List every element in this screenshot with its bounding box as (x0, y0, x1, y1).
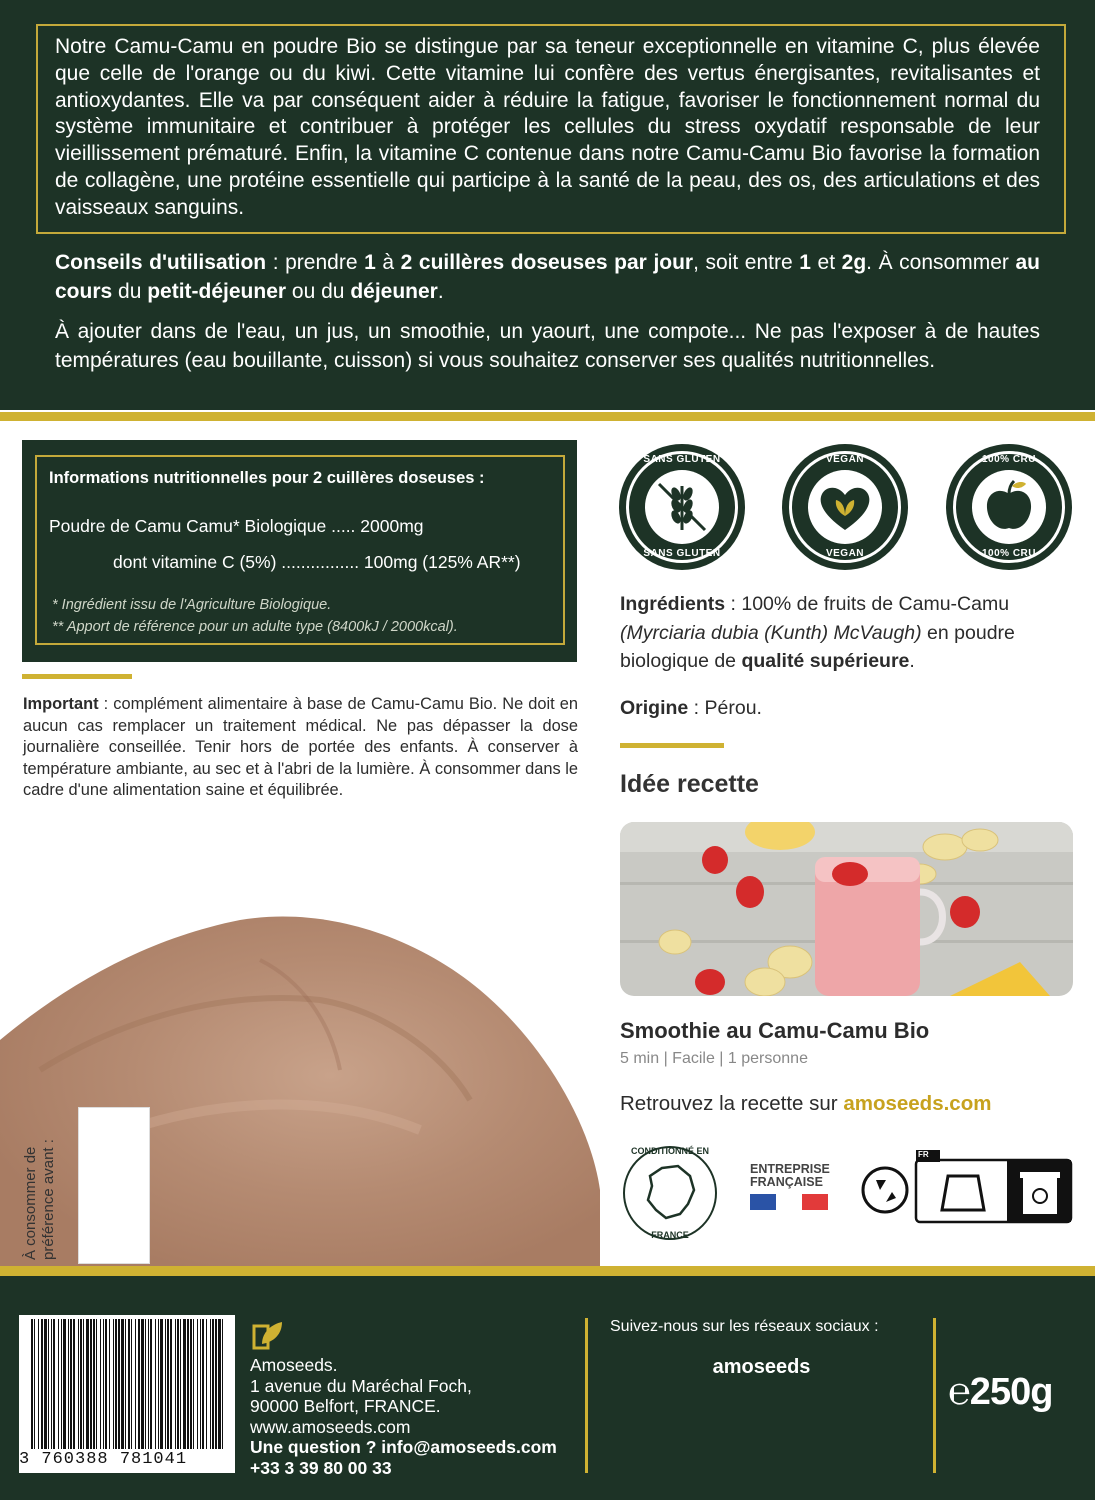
barcode-bar (63, 1319, 66, 1449)
barcode-bar (170, 1319, 172, 1449)
barcode-bar (212, 1319, 214, 1449)
wheat-crossed-icon (645, 470, 719, 544)
barcode-bar (121, 1319, 124, 1449)
barcode-bar (105, 1319, 107, 1449)
address-line: 1 avenue du Maréchal Foch, (250, 1375, 472, 1396)
barcode-bar (125, 1319, 126, 1449)
barcode-bar (73, 1319, 75, 1449)
recipe-title: Smoothie au Camu-Camu Bio (620, 1018, 930, 1043)
barcode-bar (58, 1319, 59, 1449)
barcode-bar (44, 1319, 47, 1449)
ingredients-quality: qualité supérieure (741, 650, 910, 672)
barcode-bar (155, 1319, 156, 1449)
important-label: Important (23, 695, 99, 713)
barcode-bar (180, 1319, 181, 1449)
barcode-bar (131, 1319, 132, 1449)
usage-text: à (375, 251, 401, 274)
badge-label: 100% CRU (981, 454, 1037, 465)
nutrition-row-powder: Poudre de Camu Camu* Biologique ..... 2000mg (49, 516, 424, 536)
barcode-bar (160, 1319, 163, 1449)
origin-value: : Pérou. (688, 697, 762, 719)
recycle-country-code: FR (918, 1150, 929, 1159)
usage-text: du (112, 279, 148, 303)
barcode-bar (150, 1319, 152, 1449)
social-handle[interactable]: amoseeds (712, 1356, 811, 1378)
usage-strong: 2 cuillères doseuses par jour (400, 251, 694, 274)
barcode-bar (128, 1319, 130, 1449)
footer-separator (585, 1318, 588, 1473)
company-address (250, 1355, 557, 1478)
barcode-bar (38, 1319, 39, 1449)
barcode-bar (190, 1319, 192, 1449)
barcode-bar (138, 1319, 140, 1449)
barcode-bar (206, 1319, 207, 1449)
nutrition-footnote-organic: * Ingrédient issu de l'Agriculture Biologique. (52, 597, 332, 613)
ingredients-latin-name: (Myrciaria dubia (Kunth) McVaugh) (620, 621, 922, 644)
barcode-bar (141, 1319, 144, 1449)
barcode-bar (165, 1319, 166, 1449)
barcode-bar (200, 1319, 201, 1449)
french-flag-icon (750, 1194, 830, 1213)
packaged-in-france-logo (620, 1138, 720, 1248)
barcode-bar (158, 1319, 159, 1449)
important-text: : complément alimentaire à base de Camu-Camu Bio. Ne doit en aucun cas remplacer un traitement médical. Ne pas dépasser la dose journalière conseillée. Tenir hors de portée des enfants. À conserver à température ambiante, au sec et à l'abri de la lumière. À consommer dans le cadre d'une alimentation saine et équilibrée. (23, 695, 578, 800)
france-logo-bottom-text: FRANCE (651, 1230, 689, 1240)
nutrition-title: Informations nutritionnelles pour 2 cuillères doseuses : (49, 469, 485, 487)
barcode-bar (175, 1319, 176, 1449)
gold-accent-bar (620, 743, 724, 748)
recipe-link-text: Retrouvez la recette sur (620, 1092, 844, 1115)
recipe-link-line (620, 1092, 991, 1116)
usage-strong: déjeuner (350, 279, 438, 303)
barcode-bar (193, 1319, 194, 1449)
barcode-bar (135, 1319, 136, 1449)
barcode-bar (51, 1319, 52, 1449)
barcode-bar (103, 1319, 104, 1449)
barcode-bar (118, 1319, 120, 1449)
usage-label: Conseils d'utilisation (55, 251, 267, 274)
badge-label: SANS GLUTEN (643, 548, 721, 559)
barcode-bar (41, 1319, 43, 1449)
usage-advice (55, 249, 1040, 306)
barcode-bar (115, 1319, 117, 1449)
smoothie-photo (620, 822, 1073, 996)
barcode-bar (53, 1319, 55, 1449)
barcode-bar (80, 1319, 82, 1449)
barcode-bar (90, 1319, 92, 1449)
barcode-bar (48, 1319, 49, 1449)
ingredients-text: . (909, 650, 915, 672)
website-link[interactable]: www.amoseeds.com (250, 1416, 411, 1437)
barcode-bar (96, 1319, 97, 1449)
important-notice (23, 694, 578, 802)
badge-label: VEGAN (825, 548, 865, 559)
barcode-bar (93, 1319, 95, 1449)
contact-email[interactable]: Une question ? info@amoseeds.com (250, 1437, 557, 1457)
barcode-bar (167, 1319, 169, 1449)
barcode-bar (34, 1319, 35, 1449)
barcode-bar (83, 1319, 84, 1449)
usage-strong: 1 (799, 251, 811, 274)
social-heading: Suivez-nous sur les réseaux sociaux : (610, 1318, 879, 1335)
barcode-bar (183, 1319, 186, 1449)
ingredients-text: : 100% de fruits de Camu-Camu (725, 593, 1010, 615)
recipe-site-link[interactable]: amoseeds.com (843, 1092, 992, 1115)
barcode-bar (31, 1319, 33, 1449)
barcode-bar (86, 1319, 89, 1449)
origin-label: Origine (620, 697, 689, 719)
barcode-bar (202, 1319, 204, 1449)
recipe-heading: Idée recette (620, 770, 759, 798)
gold-divider (0, 1266, 1095, 1276)
usage-text: , soit entre (693, 251, 800, 274)
usage-strong: au cours (55, 251, 1040, 303)
badge-label: VEGAN (825, 454, 865, 465)
barcode-bar (68, 1319, 69, 1449)
barcode-bar (113, 1319, 114, 1449)
barcode-bar (148, 1319, 149, 1449)
barcode-bar (197, 1319, 198, 1449)
french-company-line2: FRANÇAISE (750, 1175, 823, 1189)
barcode-bar (100, 1319, 101, 1449)
nutrition-row-vitamin-c: dont vitamine C (5%) ................ 100mg (125% AR**) (113, 552, 521, 572)
barcode-bar (215, 1319, 217, 1449)
barcode-bar (210, 1319, 211, 1449)
ingredients (620, 590, 1075, 676)
address-line: 90000 Belfort, FRANCE. (250, 1396, 441, 1416)
ingredients-text: en poudre biologique de (620, 621, 1015, 672)
usage-text: : prendre (266, 251, 365, 274)
barcode-number: 3 760388 781041 (19, 1450, 235, 1469)
barcode-bar (78, 1319, 79, 1449)
ingredients-label: Ingrédients (620, 593, 726, 615)
gluten-free-badge (619, 444, 745, 570)
barcode-bar (222, 1319, 223, 1449)
usage-text: et (810, 251, 842, 274)
company-name: Amoseeds. (250, 1355, 338, 1375)
usage-strong: petit-déjeuner (147, 279, 287, 303)
usage-text: ou du (286, 279, 351, 303)
badge-label: 100% CRU (981, 548, 1037, 559)
vegan-badge (782, 444, 908, 570)
recipe-meta: 5 min | Facile | 1 personne (620, 1050, 808, 1067)
contact-phone[interactable]: +33 3 39 80 00 33 (250, 1457, 392, 1478)
serving-suggestion: À ajouter dans de l'eau, un jus, un smoothie, un yaourt, une compote... Ne pas l'exposer à de hautes températures (eau bouillante, cuisson) si vous souhaitez conserver ses qualités nutritionnelles. (55, 320, 1040, 372)
barcode-bar (145, 1319, 146, 1449)
best-before-field (78, 1107, 150, 1264)
net-weight: ℮250g (948, 1371, 1053, 1413)
barcode-bar (218, 1319, 221, 1449)
nutrition-footnote-reference: ** Apport de référence pour un adulte type (8400kJ / 2000kcal). (52, 619, 458, 635)
best-before-label: À consommer de préférence avant : (22, 1139, 57, 1260)
origin (620, 697, 762, 720)
footer-separator (933, 1318, 936, 1473)
usage-strong: 2g (841, 251, 867, 274)
heart-leaf-icon (808, 470, 882, 544)
gold-accent-bar (22, 674, 132, 679)
barcode-bar (187, 1319, 189, 1449)
barcode-bar (177, 1319, 179, 1449)
usage-text: . À consommer (866, 251, 1016, 274)
recycling-info (858, 1150, 1074, 1230)
usage-text: . (437, 279, 444, 303)
gold-divider (0, 412, 1095, 421)
usage-strong: 1 (364, 251, 376, 274)
badge-label: SANS GLUTEN (643, 454, 721, 465)
barcode-bar (61, 1319, 62, 1449)
france-logo-top-text: CONDITIONNÉ EN (630, 1146, 709, 1156)
barcode-bar (109, 1319, 110, 1449)
barcode-bar (70, 1319, 72, 1449)
raw-badge (946, 444, 1072, 570)
french-company-line1: ENTREPRISE (750, 1162, 830, 1176)
apple-icon (972, 470, 1046, 544)
amoseeds-logo (250, 1318, 286, 1352)
french-company-logo (750, 1163, 830, 1213)
intro-text: Notre Camu-Camu en poudre Bio se distingue par sa teneur exceptionnelle en vitamine C, plus élevée que celle de l'orange ou du kiwi. Cette vitamine lui confère des vertus énergisantes, revitalisantes et antioxydantes. Elle va par conséquent aider à réduire la fatigue, favoriser le fonctionnement normal du système immunitaire et contribuer à protéger les cellules du stress oxydatif responsable de leur vieillissement prématuré. Enfin, la vitamine C contenue dans notre Camu-Camu Bio favorise la formation de collagène, une protéine essentielle qui participe à la santé de la peau, des os, des articulations et des vaisseaux sanguins. (55, 35, 1040, 219)
